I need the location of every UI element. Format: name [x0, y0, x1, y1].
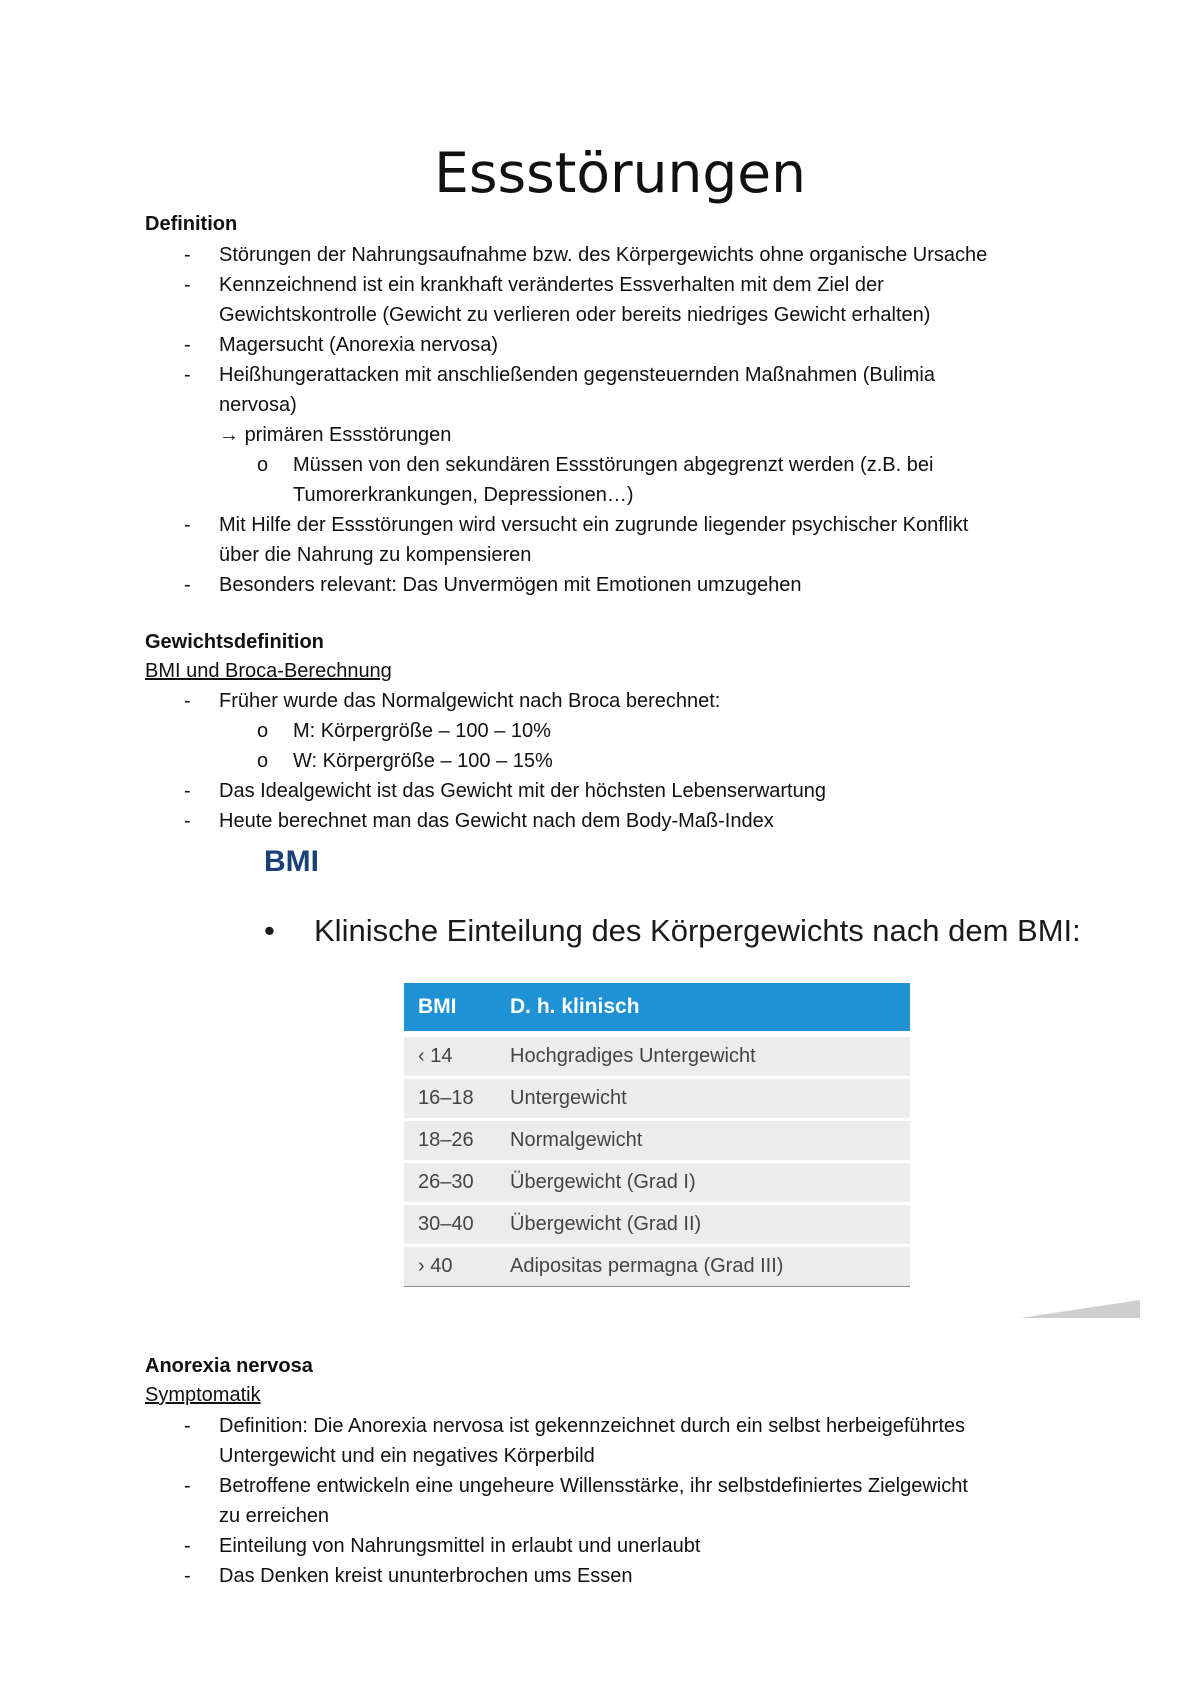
dash-bullet: -: [184, 1475, 191, 1497]
table-row: [404, 1246, 910, 1287]
list-item: - Einteilung von Nahrungsmittel in erlaubt und unerlaubt: [145, 1531, 1085, 1561]
list-item: - Störungen der Nahrungsaufnahme bzw. des Körpergewichts ohne organische Ursache: [145, 240, 1085, 270]
weight-heading: Gewichtsdefinition: [145, 631, 324, 653]
arrow-icon: →: [219, 424, 239, 446]
list-item: - Heute berechnet man das Gewicht nach dem Body-Maß-Index: [145, 806, 1085, 836]
bmi-cell: 16–18: [404, 1078, 496, 1120]
sub-list-item: o Müssen von den sekundären Essstörungen abgegrenzt werden (z.B. bei: [145, 450, 1085, 480]
circle-bullet-icon: o: [257, 454, 269, 476]
bmi-cell: 26–30: [404, 1162, 496, 1204]
list-item: - Betroffene entwickeln eine ungeheure Willensstärke, ihr selbstdefiniertes Zielgewicht: [145, 1471, 1085, 1501]
sub-list-item: o W: Körpergröße – 100 – 15%: [145, 746, 1085, 776]
slide-corner-decoration: [1020, 1300, 1140, 1318]
class-cell: Übergewicht (Grad I): [496, 1162, 910, 1204]
list-item: - Heißhungerattacken mit anschließenden gegensteuernden Maßnahmen (Bulimia: [145, 360, 1085, 390]
sub-list-item: o M: Körpergröße – 100 – 10%: [145, 716, 1085, 746]
anorexia-list: [145, 1411, 1085, 1591]
list-item: - Kennzeichnend ist ein krankhaft verändertes Essverhalten mit dem Ziel der: [145, 270, 1085, 300]
list-item: - Magersucht (Anorexia nervosa): [145, 330, 1085, 360]
list-item: - Das Denken kreist ununterbrochen ums Essen: [145, 1561, 1085, 1591]
dash-bullet: -: [184, 1535, 191, 1557]
bmi-table: [404, 983, 910, 1287]
bmi-cell: ‹ 14: [404, 1034, 496, 1078]
list-item-continuation: zu erreichen: [219, 1505, 330, 1527]
page-title: Essstörungen: [434, 141, 806, 205]
dash-bullet: -: [184, 1415, 191, 1437]
bmi-cell: 18–26: [404, 1120, 496, 1162]
class-cell: Übergewicht (Grad II): [496, 1204, 910, 1246]
circle-bullet-icon: o: [257, 750, 269, 772]
list-item: - Früher wurde das Normalgewicht nach Broca berechnet:: [145, 686, 1085, 716]
table-header-row: [404, 983, 910, 1034]
weight-list: [145, 686, 1085, 836]
dash-bullet: -: [184, 334, 191, 356]
list-item-continuation: Untergewicht und ein negatives Körperbild: [219, 1445, 595, 1467]
weight-subheading: BMI und Broca-Berechnung: [145, 660, 392, 682]
class-cell: Normalgewicht: [496, 1120, 910, 1162]
definition-heading: Definition: [145, 213, 238, 235]
list-item: - Mit Hilfe der Essstörungen wird versucht ein zugrunde liegender psychischer Konflikt: [145, 510, 1085, 540]
bullet-icon: •: [264, 913, 275, 948]
list-item-continuation: nervosa): [219, 394, 297, 416]
dash-bullet: -: [184, 780, 191, 802]
list-item-continuation: über die Nahrung zu kompensieren: [219, 544, 532, 566]
table-row: [404, 1078, 910, 1120]
bmi-cell: 30–40: [404, 1204, 496, 1246]
class-cell: Adipositas permagna (Grad III): [496, 1246, 910, 1287]
table-row: [404, 1120, 910, 1162]
class-cell: Hochgradiges Untergewicht: [496, 1034, 910, 1078]
class-cell: Untergewicht: [496, 1078, 910, 1120]
table-row: [404, 1162, 910, 1204]
arrow-item: → primären Essstörungen: [219, 424, 452, 446]
dash-bullet: -: [184, 574, 191, 596]
table-row: [404, 1204, 910, 1246]
sub-list-item-continuation: Tumorerkrankungen, Depressionen…): [293, 484, 634, 506]
dash-bullet: -: [184, 810, 191, 832]
table-row: [404, 1034, 910, 1078]
anorexia-heading: Anorexia nervosa: [145, 1355, 313, 1377]
column-header: D. h. klinisch: [496, 983, 910, 1034]
dash-bullet: -: [184, 244, 191, 266]
figure-subtitle: • Klinische Einteilung des Körpergewichts nach dem BMI:: [264, 913, 1081, 948]
dash-bullet: -: [184, 690, 191, 712]
list-item-continuation: Gewichtskontrolle (Gewicht zu verlieren oder bereits niedriges Gewicht erhalten): [219, 304, 931, 326]
list-item: - Das Idealgewicht ist das Gewicht mit der höchsten Lebenserwartung: [145, 776, 1085, 806]
list-item: - Besonders relevant: Das Unvermögen mit Emotionen umzugehen: [145, 570, 1085, 600]
bmi-figure: [258, 845, 1158, 1335]
anorexia-subheading: Symptomatik: [145, 1384, 261, 1406]
dash-bullet: -: [184, 1565, 191, 1587]
figure-title: BMI: [264, 845, 319, 878]
dash-bullet: -: [184, 364, 191, 386]
dash-bullet: -: [184, 274, 191, 296]
definition-list: [145, 240, 1085, 600]
dash-bullet: -: [184, 514, 191, 536]
bmi-cell: › 40: [404, 1246, 496, 1287]
circle-bullet-icon: o: [257, 720, 269, 742]
list-item: - Definition: Die Anorexia nervosa ist gekennzeichnet durch ein selbst herbeigeführtes: [145, 1411, 1085, 1441]
column-header: BMI: [404, 983, 496, 1034]
